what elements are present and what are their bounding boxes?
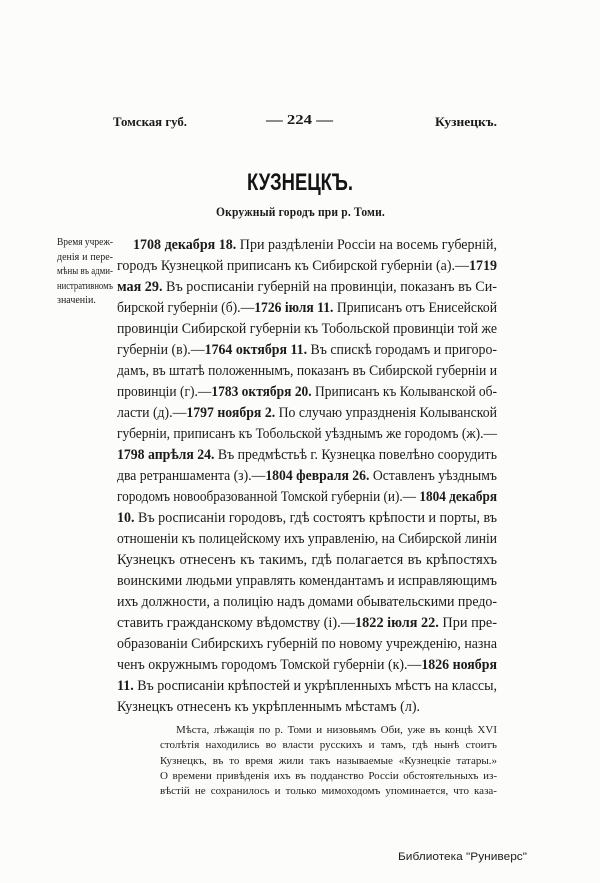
date-run: 10. <box>117 510 135 526</box>
text-run: Приписанъ отъ Енисейской <box>333 300 498 316</box>
text-run: провинціи Сибирской губерніи къ Тобольской провинціи той же <box>117 321 498 337</box>
page-number: — 224 — <box>266 113 333 128</box>
margin-note-line: Время учреж- <box>57 237 113 248</box>
text-run: губерніи (в).— <box>117 342 205 358</box>
date-run: 1719 <box>469 258 497 274</box>
main-text-line <box>117 594 497 611</box>
text-run: образованіи Сибирскихъ губерній по новому учрежденію, назна <box>117 636 498 652</box>
article-subtitle: Окружный городъ при р. Томи. <box>216 204 385 219</box>
text-run: Въ спискѣ городамъ и пригоро- <box>307 342 497 358</box>
text-run: ласти (д).— <box>117 405 187 421</box>
margin-note-line: денія и пере- <box>57 252 113 263</box>
text-run: городъ Кузнецкой приписанъ къ Сибирской губерніи (а).— <box>117 258 470 274</box>
date-run: 1804 февраля 26. <box>265 468 370 484</box>
main-text-line <box>117 699 420 716</box>
date-run: 1822 іюля 22. <box>355 615 439 631</box>
text-run: воинскими людьми управлять комендантамъ и исправляющимъ <box>117 573 498 589</box>
text-run: отношеніи къ полицейскому ихъ управленію, на Сибирской линіи <box>117 531 497 547</box>
date-run: 11. <box>117 678 134 694</box>
date-run: 1764 октября 11. <box>204 342 308 358</box>
main-text-line <box>117 531 497 548</box>
main-text-line <box>117 468 497 485</box>
text-run: Въ росписаніи губерній на провинціи, показанъ въ Си- <box>162 279 497 295</box>
date-run: 1826 ноября <box>421 657 497 673</box>
main-text-line <box>117 321 497 338</box>
main-text-line <box>117 363 497 380</box>
main-text-line <box>133 237 497 254</box>
date-run: 1726 іюля 11. <box>254 300 334 316</box>
text-run: провинціи (г).— <box>117 384 212 400</box>
text-run: городомъ новообразованной Томской губерніи (и).— <box>117 489 420 505</box>
text-run: При пре- <box>438 615 498 631</box>
text-run: ченъ окружнымъ городомъ Томской губерніи (к).— <box>117 657 422 673</box>
date-run: мая 29. <box>117 279 163 295</box>
text-run: Въ росписаніи городовъ, гдѣ состоятъ крѣпости и порты, въ <box>134 510 498 526</box>
date-run: 1783 октября 20. <box>211 384 312 400</box>
text-run: Кузнецкъ отнесенъ къ такимъ, гдѣ полагается въ крѣпостяхъ <box>117 552 497 568</box>
library-watermark: Библиотека "Руниверс" <box>398 851 528 863</box>
footnote-line: О времени привѣденія ихъ въ подданство Россіи обстоятельныхъ из- <box>160 770 497 782</box>
main-text-line <box>117 615 497 632</box>
main-text-line <box>117 573 497 590</box>
margin-note-line: нистративномъ <box>57 281 114 292</box>
main-text-line <box>117 405 497 422</box>
margin-note-line: значеніи. <box>57 295 96 306</box>
main-text-line <box>117 552 497 569</box>
article-title: КУЗНЕЦКЪ. <box>247 169 354 196</box>
text-run: По случаю упраздненія Колыванской <box>275 405 498 421</box>
main-text-line <box>117 657 497 674</box>
date-run: 1804 декабря <box>419 489 498 505</box>
main-text-line <box>117 384 497 401</box>
text-run: ихъ должности, а полицію надъ домами обывательскими предо- <box>117 594 498 610</box>
text-run: губерніи, приписанъ къ Тобольской уѣзднымъ же городомъ (ж).— <box>117 426 498 442</box>
main-text-line <box>117 426 497 443</box>
text-run: Оставленъ уѣзднымъ <box>369 468 498 484</box>
date-run: 1797 ноября 2. <box>186 405 276 421</box>
text-run: Приписанъ къ Колыванской об- <box>311 384 497 400</box>
running-header-right: Кузнецкъ. <box>435 115 497 129</box>
main-text-line <box>117 279 497 296</box>
main-text-line <box>117 489 497 506</box>
text-run: бирской губерніи (б).— <box>117 300 255 316</box>
main-text-line <box>117 447 497 464</box>
main-text-line <box>117 636 497 653</box>
footnote-line: столѣтія находились во власти русскихъ и тамъ, гдѣ нынѣ стоитъ <box>160 739 497 751</box>
main-text-line <box>117 342 497 359</box>
main-text-line <box>117 300 497 317</box>
text-run: дамъ, въ штатѣ положеннымъ, показанъ въ Сибирской губерніи и <box>117 363 497 379</box>
main-text-line <box>117 510 497 527</box>
main-text-line <box>117 258 497 275</box>
date-run: 1798 апрѣля 24. <box>117 447 215 463</box>
footnote-line: Мѣста, лѣжащія по р. Томи и низовьямъ Оби, уже въ концѣ XVI <box>176 724 497 736</box>
footnote-line: вѣстій не сохранилось и только мимоходомъ упоминается, что каза- <box>160 785 497 797</box>
text-run: Въ росписаніи крѣпостей и укрѣпленныхъ мѣстъ на классы, <box>133 678 498 694</box>
text-run: ставить гражданскому вѣдомству (і).— <box>117 615 356 631</box>
date-run: 1708 декабря 18. <box>133 237 237 253</box>
footnote-line: Кузнецкъ, въ то время жили такъ называемые «Кузнецкіе татары.» <box>160 755 498 767</box>
text-run: Въ предмѣстьѣ г. Кузнецка повелѣно соорудить <box>214 447 498 463</box>
text-run: два ретраншамента (з).— <box>117 468 266 484</box>
running-header-left: Томская губ. <box>113 115 188 129</box>
text-run: Кузнецкъ отнесенъ къ укрѣпленнымъ мѣстамъ (л). <box>117 699 421 715</box>
margin-note-line: мѣны въ адми- <box>57 266 114 277</box>
text-run: При раздѣленіи Россіи на восемь губерній, <box>236 237 497 253</box>
main-text-line <box>117 678 497 695</box>
